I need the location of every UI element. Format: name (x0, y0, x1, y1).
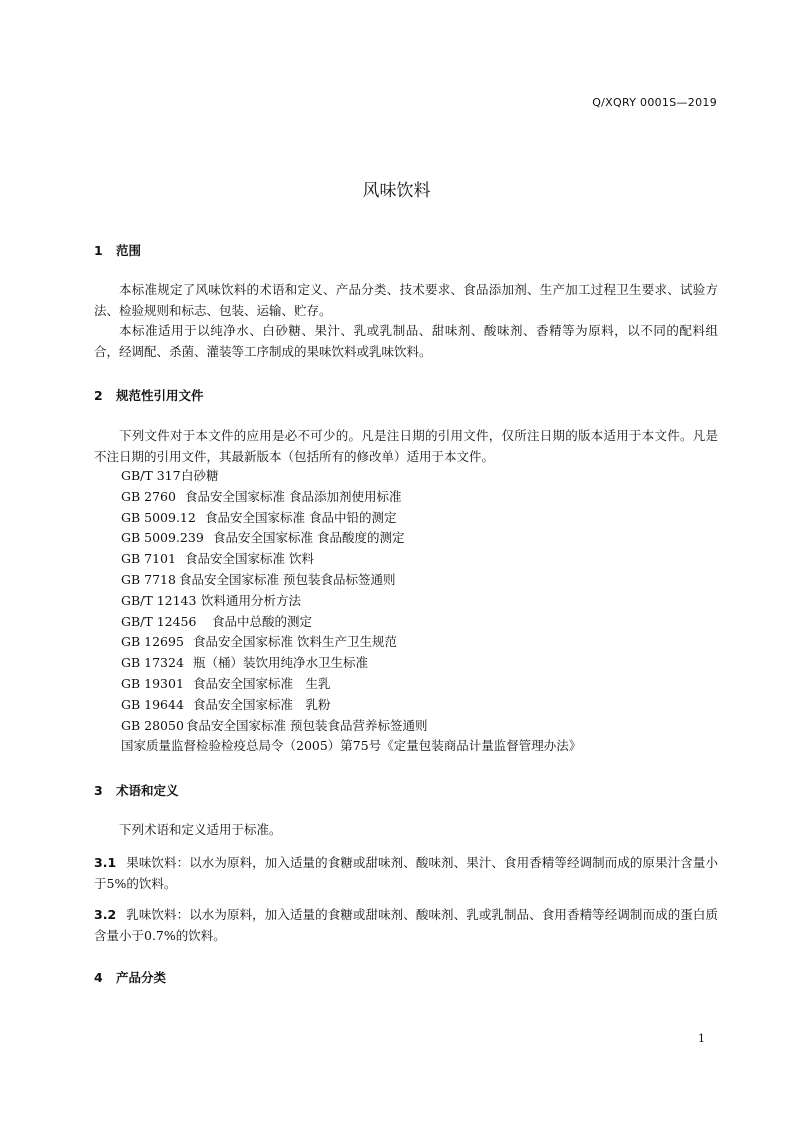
section-title: 规范性引用文件 (116, 388, 204, 403)
reference-item (121, 695, 581, 716)
references-intro: 下列文件对于本文件的应用是必不可少的。凡是注日期的引用文件，仅所注日期的版本适用于本文件。凡是不注日期的引用文件，其最新版本（包括所有的修改单）适用于本文件。 (94, 428, 718, 464)
reference-item (121, 466, 581, 487)
reference-title: 食品安全国家标准 食品酸度的测定 (213, 530, 405, 546)
reference-item (121, 632, 581, 653)
document-title: 风味饮料 (362, 181, 431, 201)
reference-title: 瓶（桶）装饮用纯净水卫生标准 (193, 655, 369, 671)
definition-text: 果味饮料：以水为原料，加入适量的食糖或甜味剂、酸味剂、果汁、食用香精等经调制而成的原果汁含量小于5%的饮料。 (94, 855, 718, 891)
reference-title: 饮料通用分析方法 (201, 592, 302, 608)
section-number: 1 (94, 243, 103, 258)
reference-code: GB 12695 (121, 634, 184, 650)
reference-title: 食品安全国家标准 食品添加剂使用标准 (185, 488, 402, 504)
reference-title: 食品安全国家标准 食品中铅的测定 (205, 509, 397, 525)
reference-item (121, 612, 581, 633)
reference-code: GB 19644 (121, 696, 184, 712)
reference-title: 食品安全国家标准 预包装食品营养标签通则 (186, 717, 428, 733)
scope-paragraph: 本标准规定了风味饮料的术语和定义、产品分类、技术要求、食品添加剂、生产加工过程卫生要求、试验方法、检验规则和标志、包装、运输、贮存。 (94, 282, 718, 318)
reference-list (121, 466, 581, 757)
definition-number: 3.1 (94, 855, 117, 870)
section-2-heading (94, 386, 204, 404)
reference-item (121, 736, 581, 757)
definition-number: 3.2 (94, 907, 117, 922)
reference-code: GB/T 317 (121, 468, 181, 483)
reference-code: GB 17324 (121, 655, 184, 671)
section-number: 3 (94, 783, 103, 798)
reference-item (121, 508, 581, 529)
section-number: 4 (94, 970, 103, 985)
section-number: 2 (94, 388, 103, 403)
section-4-heading (94, 968, 166, 986)
definition-milk-flavored (94, 904, 718, 946)
reference-item (121, 674, 581, 695)
reference-title: 食品安全国家标准 饮料生产卫生规范 (193, 634, 397, 650)
reference-item (121, 528, 581, 549)
definition-fruit-flavored (94, 852, 718, 894)
reference-code: GB 2760 (121, 488, 176, 504)
reference-code: GB/T 12456 (121, 613, 197, 629)
reference-code: GB 19301 (121, 675, 184, 691)
reference-title: 食品安全国家标准 乳粉 (193, 696, 331, 712)
reference-code: GB 7101 (121, 551, 176, 567)
reference-title: 《定量包装商品计量监督管理办法》 (381, 738, 582, 754)
reference-item (121, 653, 581, 674)
section-title: 术语和定义 (116, 783, 179, 798)
section-1-heading (94, 241, 141, 259)
reference-title: 食品安全国家标准 饮料 (185, 551, 314, 567)
reference-code: GB 28050 (121, 717, 184, 733)
reference-title: 食品中总酸的测定 (212, 613, 313, 629)
terms-intro: 下列术语和定义适用于标准。 (119, 822, 282, 837)
reference-code: GB 5009.239 (121, 530, 204, 546)
reference-title: 白砂糖 (181, 468, 219, 483)
page-number: 1 (698, 1032, 705, 1045)
section-3-heading (94, 781, 179, 799)
reference-item (121, 549, 581, 570)
reference-item (121, 591, 581, 612)
reference-title: 食品安全国家标准 生乳 (193, 675, 331, 691)
reference-title: 食品安全国家标准 预包装食品标签通则 (179, 571, 396, 587)
reference-code: GB/T 12143 (121, 592, 197, 608)
reference-code: 国家质量监督检验检疫总局令（2005）第75号 (121, 738, 382, 754)
applicability-paragraph: 本标准适用于以纯净水、白砂糖、果汁、乳或乳制品、甜味剂、酸味剂、香精等为原料，以不同的配料组合，经调配、杀菌、灌装等工序制成的果味饮料或乳味饮料。 (94, 323, 718, 359)
section-title: 范围 (116, 243, 142, 258)
reference-code: GB 7718 (121, 571, 176, 587)
section-title: 产品分类 (116, 970, 167, 985)
reference-item (121, 716, 581, 737)
definition-text: 乳味饮料：以水为原料，加入适量的食糖或甜味剂、酸味剂、乳或乳制品、食用香精等经调制而成的蛋白质含量小于0.7%的饮料。 (94, 907, 718, 943)
standard-number: Q/XQRY 0001S—2019 (592, 96, 717, 109)
reference-code: GB 5009.12 (121, 509, 196, 525)
reference-item (121, 570, 581, 591)
reference-item (121, 487, 581, 508)
